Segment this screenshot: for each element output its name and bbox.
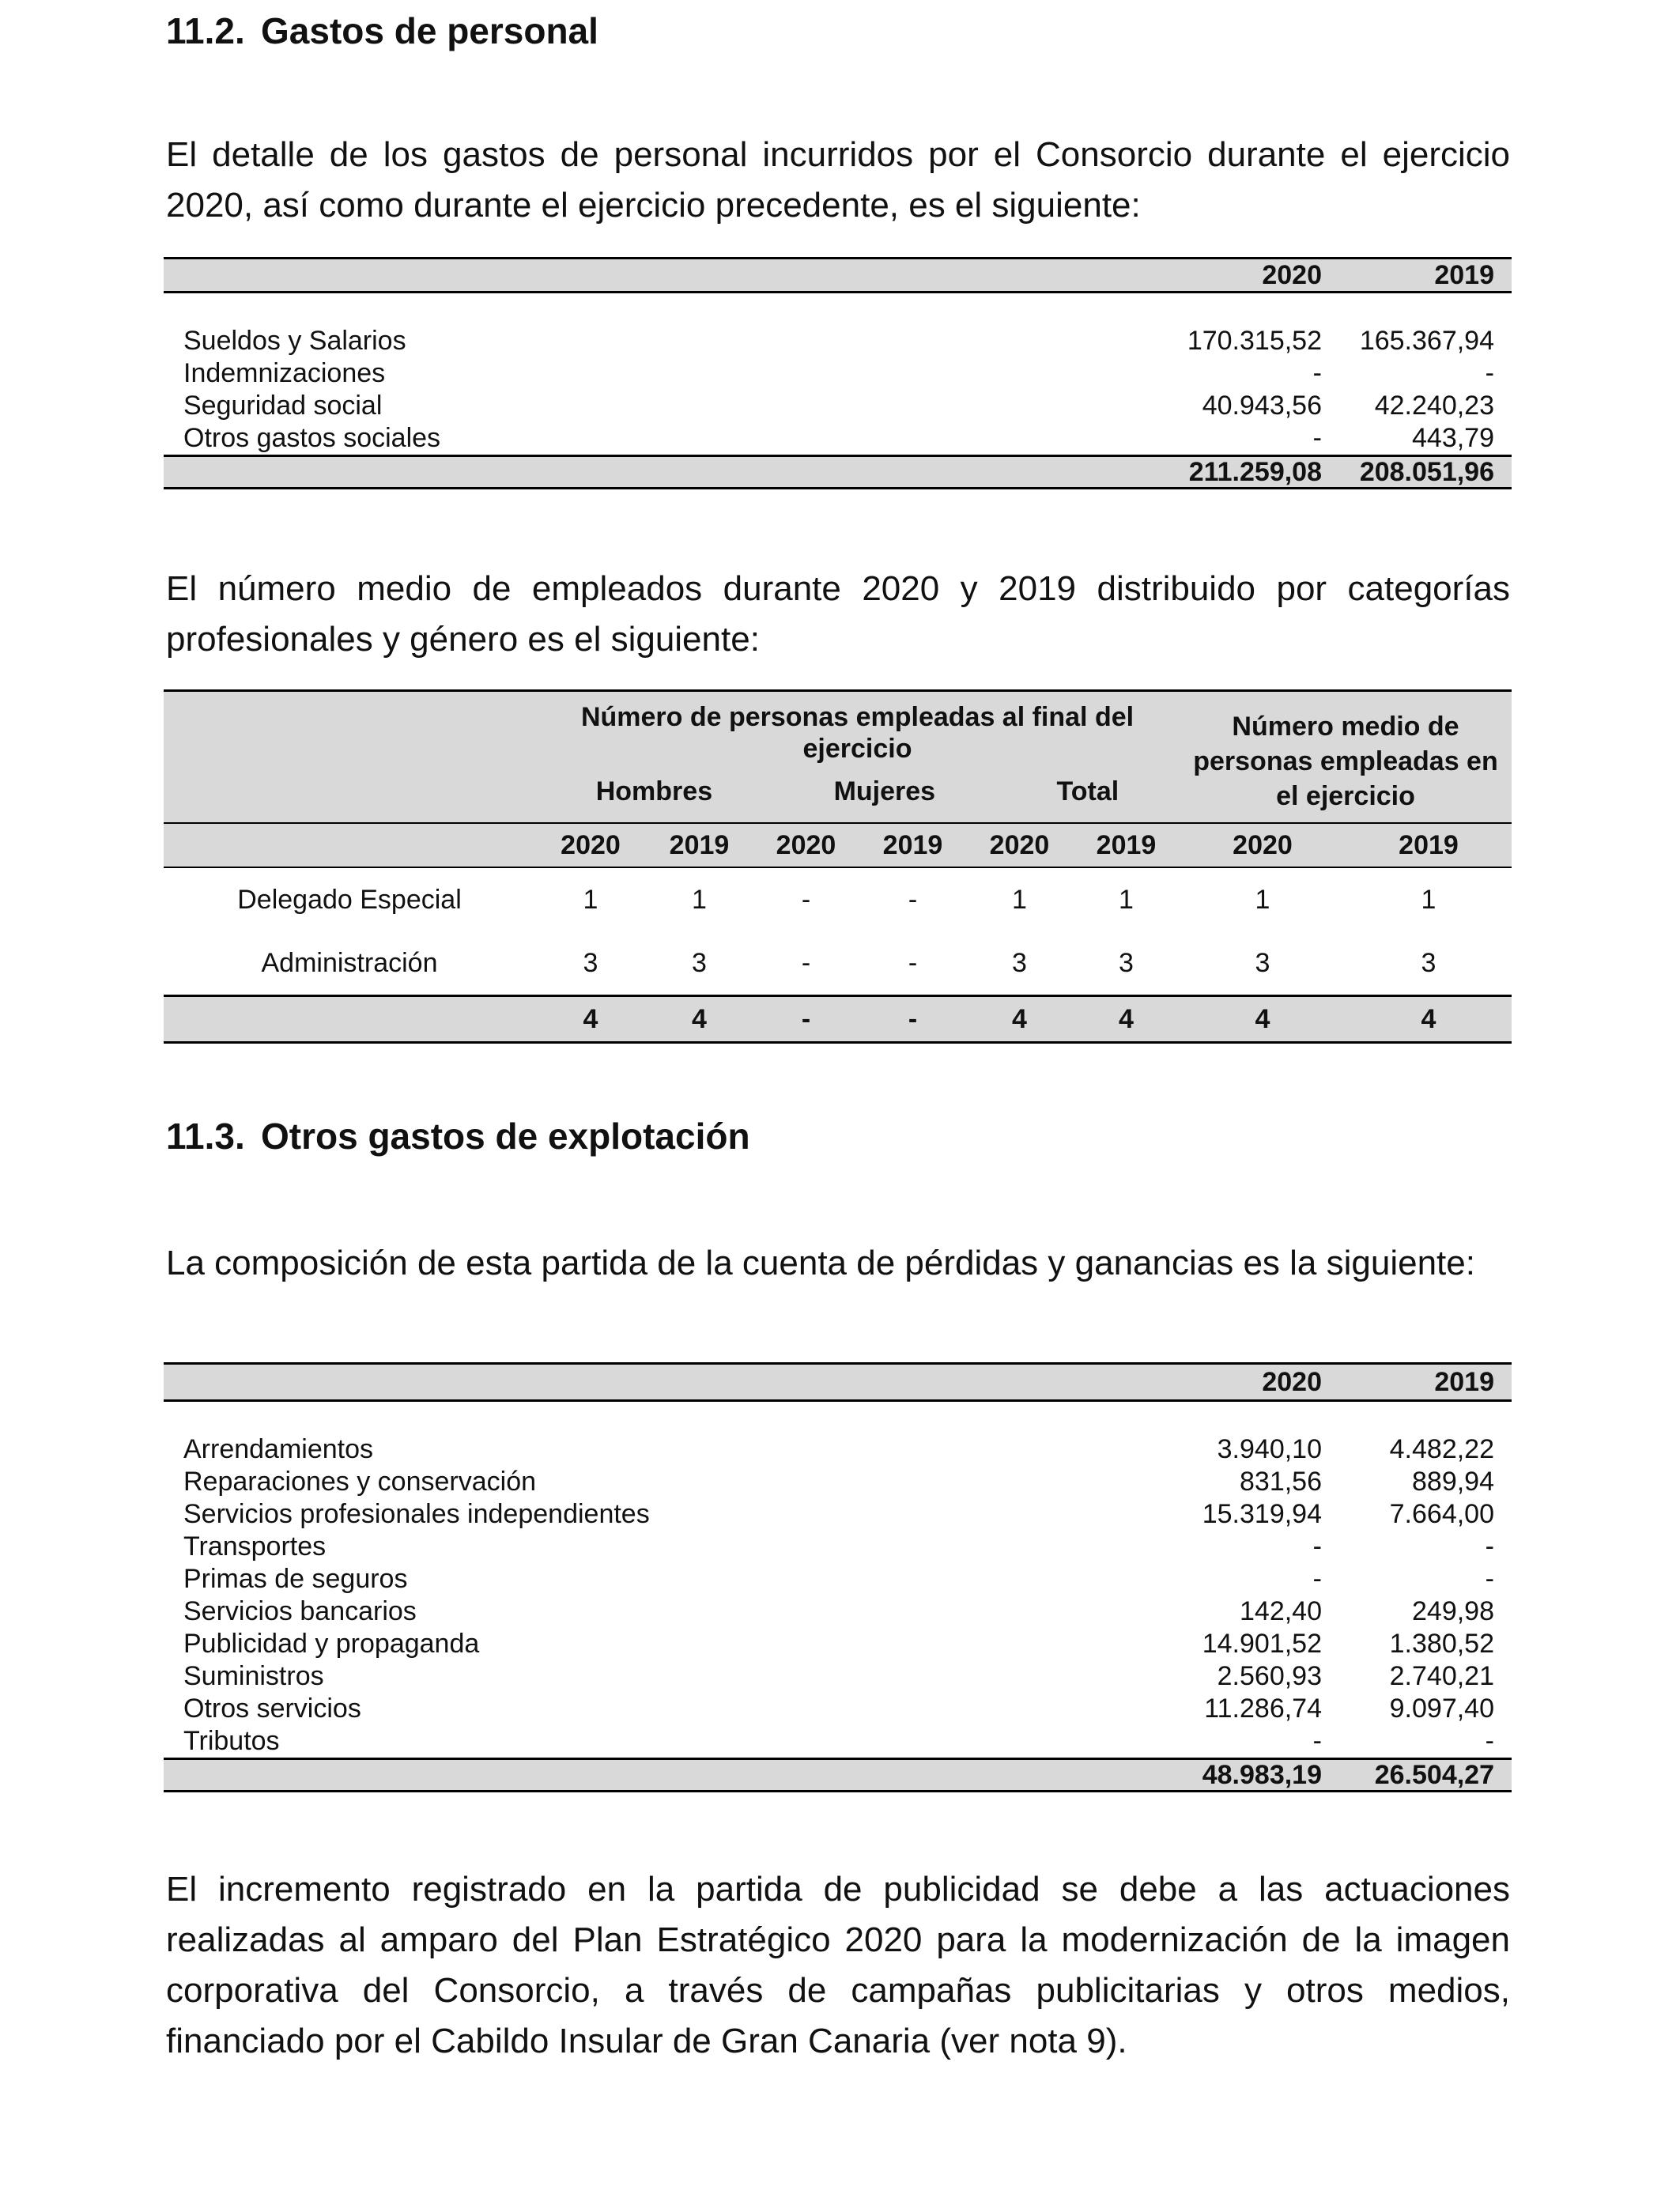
value-2019: - xyxy=(1485,358,1494,388)
explotacion-intro-paragraph: La composición de esta partida de la cuenta de pérdidas y ganancias es la siguiente: xyxy=(166,1244,1475,1282)
group-title: Número de personas empleadas al final del ejercicio xyxy=(580,702,1134,764)
table-row xyxy=(164,1466,1512,1498)
value-2019: - xyxy=(1485,1531,1494,1561)
row-label: Reparaciones y conservación xyxy=(183,1467,537,1497)
hombres-label: Hombres xyxy=(595,776,713,806)
value-2019: - xyxy=(1485,1726,1494,1756)
header-2019: 2019 xyxy=(1322,1364,1512,1401)
row-label: Suministros xyxy=(183,1661,324,1691)
total-cell: 4 xyxy=(1346,996,1512,1043)
total-row xyxy=(164,996,1512,1043)
value-2019: 165.367,94 xyxy=(1359,326,1494,356)
row-label: Servicios profesionales independientes xyxy=(183,1499,650,1529)
year-hombres-2020: 2020 xyxy=(535,823,646,867)
value-2019: 4.482,22 xyxy=(1389,1434,1494,1464)
value-2019: 889,94 xyxy=(1412,1467,1494,1497)
table-row xyxy=(164,1693,1512,1725)
value-cell: 3 xyxy=(1012,947,1027,978)
value-2019: 9.097,40 xyxy=(1389,1694,1494,1724)
value-cell: 3 xyxy=(692,947,707,978)
value-cell: - xyxy=(801,947,811,978)
employees-header-row xyxy=(164,691,1512,824)
value-2019: 7.664,00 xyxy=(1389,1499,1494,1529)
total-cell: 4 xyxy=(1073,996,1180,1043)
total-label: Total xyxy=(1056,776,1119,806)
total-label-cell xyxy=(164,456,1148,489)
personal-intro-paragraph: El detalle de los gastos de personal incurridos por el Consorcio durante el ejercicio 2020, así como durante el ejercicio precedente, es el siguiente: xyxy=(166,135,1510,225)
value-cell: 1 xyxy=(1012,884,1027,915)
table-row xyxy=(164,390,1512,422)
table-row xyxy=(164,422,1512,456)
value-2019: 42.240,23 xyxy=(1374,391,1494,421)
header-2020: 2020 xyxy=(1148,259,1322,293)
value-2019: 249,98 xyxy=(1412,1596,1494,1626)
years-label-cell xyxy=(164,823,535,867)
years-row xyxy=(164,823,1512,867)
row-label: Transportes xyxy=(183,1531,327,1561)
table-header-row xyxy=(164,1364,1512,1401)
total-cell: - xyxy=(753,996,859,1043)
header-2019: 2019 xyxy=(1322,259,1512,293)
section-title: Gastos de personal xyxy=(261,10,598,51)
total-label-cell xyxy=(164,1759,1148,1792)
table-row xyxy=(164,1563,1512,1595)
value-2020: 2.560,93 xyxy=(1217,1661,1322,1691)
category-label: Delegado Especial xyxy=(237,884,462,915)
value-2020: - xyxy=(1312,423,1322,453)
header-2020: 2020 xyxy=(1148,1364,1322,1401)
section-title: Otros gastos de explotación xyxy=(261,1116,750,1157)
table-row xyxy=(164,1725,1512,1759)
row-label: Tributos xyxy=(183,1726,280,1756)
total-2019: 208.051,96 xyxy=(1322,456,1512,489)
employees-table xyxy=(164,689,1512,1044)
value-2020: - xyxy=(1312,358,1322,388)
personal-expenses-table xyxy=(164,257,1512,489)
table-row xyxy=(164,357,1512,390)
year-medio-2019: 2019 xyxy=(1346,823,1512,867)
table-row xyxy=(164,1595,1512,1628)
header-label-cell xyxy=(164,259,1148,293)
value-2020: 170.315,52 xyxy=(1187,326,1322,356)
group-header-final xyxy=(535,691,1180,824)
section-number: 11.2. xyxy=(166,10,245,51)
total-2020: 48.983,19 xyxy=(1148,1759,1322,1792)
total-label-cell xyxy=(164,996,535,1043)
value-2020: - xyxy=(1312,1726,1322,1756)
value-2020: 40.943,56 xyxy=(1202,391,1322,421)
value-2020: 15.319,94 xyxy=(1202,1499,1322,1529)
value-cell: 3 xyxy=(1421,947,1436,978)
year-medio-2020: 2020 xyxy=(1180,823,1346,867)
year-mujeres-2020: 2020 xyxy=(753,823,859,867)
total-cell: 4 xyxy=(1180,996,1346,1043)
year-total-2020: 2020 xyxy=(966,823,1073,867)
value-cell: - xyxy=(908,947,918,978)
value-cell: 1 xyxy=(1255,884,1270,915)
value-2020: - xyxy=(1312,1564,1322,1594)
operating-expenses-table xyxy=(164,1362,1512,1792)
value-cell: 3 xyxy=(583,947,598,978)
value-cell: 3 xyxy=(1119,947,1134,978)
table-row xyxy=(164,1531,1512,1563)
value-2020: 142,40 xyxy=(1240,1596,1322,1626)
total-cell: 4 xyxy=(966,996,1073,1043)
value-cell: 1 xyxy=(1119,884,1134,915)
year-total-2019: 2019 xyxy=(1073,823,1180,867)
value-cell: 1 xyxy=(1421,884,1436,915)
row-label: Servicios bancarios xyxy=(183,1596,417,1626)
row-label: Otros gastos sociales xyxy=(183,423,441,453)
employees-intro-paragraph: El número medio de empleados durante 2020 y 2019 distribuido por categorías profesionales y género es el siguiente: xyxy=(166,569,1510,659)
value-2020: 831,56 xyxy=(1240,1467,1322,1497)
value-cell: - xyxy=(908,884,918,915)
row-label: Otros servicios xyxy=(183,1694,361,1724)
row-label: Arrendamientos xyxy=(183,1434,374,1464)
value-2019: 1.380,52 xyxy=(1389,1629,1494,1659)
total-cell: 4 xyxy=(535,996,646,1043)
value-cell: - xyxy=(801,884,811,915)
table-header-row xyxy=(164,259,1512,293)
section-number: 11.3. xyxy=(166,1116,245,1157)
total-2020: 211.259,08 xyxy=(1148,456,1322,489)
year-mujeres-2019: 2019 xyxy=(859,823,966,867)
total-row xyxy=(164,456,1512,489)
value-2020: 11.286,74 xyxy=(1204,1694,1322,1724)
closing-paragraph: El incremento registrado en la partida de publicidad se debe a las actuaciones realizadas al amparo del Plan Estratégico 2020 para la modernización de la imagen corporativa del Consorcio, a través de campañas publicitarias y otros medios, financiado por el Cabildo Insular de Gran Canaria (ver nota 9). xyxy=(166,1870,1510,2060)
table-row xyxy=(164,1433,1512,1466)
total-cell: 4 xyxy=(646,996,753,1043)
total-row xyxy=(164,1759,1512,1792)
row-label: Seguridad social xyxy=(183,391,383,421)
total-cell: - xyxy=(859,996,966,1043)
row-label: Sueldos y Salarios xyxy=(183,326,406,356)
value-2019: - xyxy=(1485,1564,1494,1594)
year-hombres-2019: 2019 xyxy=(646,823,753,867)
row-label: Primas de seguros xyxy=(183,1564,408,1594)
table-row xyxy=(164,1498,1512,1531)
category-label: Administración xyxy=(261,947,438,978)
group-header-medio xyxy=(1180,691,1512,824)
value-2019: 2.740,21 xyxy=(1389,1661,1494,1691)
table-row xyxy=(164,931,1512,996)
value-2020: 3.940,10 xyxy=(1217,1434,1322,1464)
row-label: Publicidad y propaganda xyxy=(183,1629,480,1659)
section-heading-11-3 xyxy=(166,1115,750,1157)
medio-title: Número medio de personas empleadas en el ejercicio xyxy=(1193,712,1498,811)
value-2020: - xyxy=(1312,1531,1322,1561)
category-header-cell xyxy=(164,691,535,824)
mujeres-label: Mujeres xyxy=(833,776,936,806)
table-row xyxy=(164,1660,1512,1693)
header-label-cell xyxy=(164,1364,1148,1401)
value-cell: 1 xyxy=(583,884,598,915)
table-row xyxy=(164,867,1512,931)
value-2020: 14.901,52 xyxy=(1202,1629,1322,1659)
section-heading-11-2 xyxy=(166,9,598,52)
table-row xyxy=(164,325,1512,357)
table-row xyxy=(164,1628,1512,1660)
value-2019: 443,79 xyxy=(1412,423,1494,453)
row-label: Indemnizaciones xyxy=(183,358,386,388)
total-2019: 26.504,27 xyxy=(1322,1759,1512,1792)
value-cell: 3 xyxy=(1255,947,1270,978)
value-cell: 1 xyxy=(692,884,707,915)
